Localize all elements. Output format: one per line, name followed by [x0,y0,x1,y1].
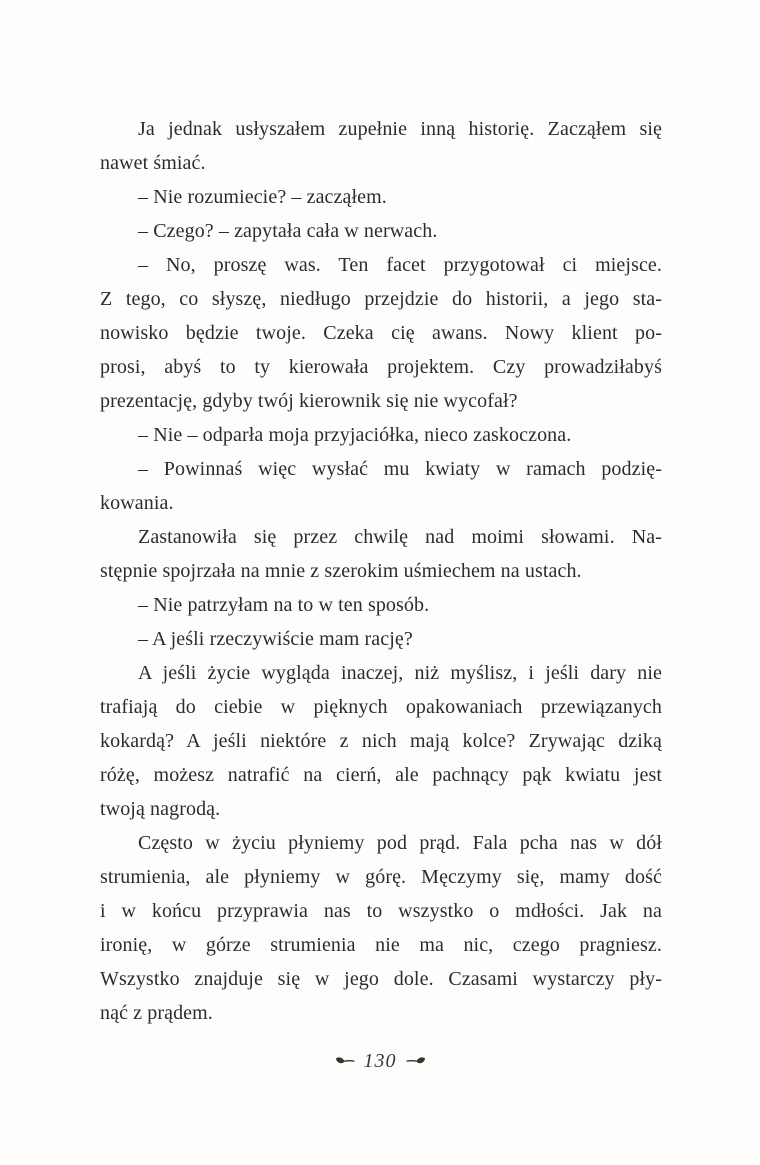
text-line: – Nie – odparła moja przyjaciółka, nieco zaskoczona. [138,424,572,446]
paragraph [100,826,662,1030]
text-line: Wszystko znajduje się w jego dole. Czasami wystarczy pły- [100,968,662,990]
paragraph [100,248,662,418]
text-line: nowisko będzie twoje. Czeka cię awans. Nowy klient po- [100,322,662,344]
paragraph [100,180,662,214]
paragraph [100,520,662,588]
text-line: i w końcu przyprawia nas to wszystko o mdłości. Jak na [100,900,662,922]
text-line: Zastanowiła się przez chwilę nad moimi słowami. Na- [138,526,662,548]
paragraph [100,656,662,826]
paragraph [100,588,662,622]
text-line: – Nie patrzyłam na to w ten sposób. [138,594,430,616]
text-line: Z tego, co słyszę, niedługo przejdzie do historii, a jego sta- [100,288,662,310]
page-number: 130 [363,1050,397,1072]
text-line: kowania. [100,492,174,514]
fleuron-left-icon [335,1056,355,1067]
paragraph [100,418,662,452]
text-line: A jeśli życie wygląda inaczej, niż myślisz, i jeśli dary nie [138,662,662,684]
text-line: Ja jednak usłyszałem zupełnie inną historię. Zacząłem się [138,118,662,140]
text-line: – Powinnaś więc wysłać mu kwiaty w ramach podzię- [138,458,662,480]
text-line: – No, proszę was. Ten facet przygotował ci miejsce. [138,254,662,276]
text-line: stępnie spojrzała na mnie z szerokim uśmiechem na ustach. [100,560,582,582]
text-line: prosi, abyś to ty kierowała projektem. Czy prowadziłabyś [100,356,662,378]
text-line: strumienia, ale płyniemy w górę. Męczymy się, mamy dość [100,866,662,888]
text-line: ironię, w górze strumienia nie ma nic, czego pragniesz. [100,934,662,956]
text-line: prezentację, gdyby twój kierownik się nie wycofał? [100,390,518,412]
text-line: – Czego? – zapytała cała w nerwach. [138,220,438,242]
text-line: twoją nagrodą. [100,798,221,820]
text-line: – A jeśli rzeczywiście mam rację? [138,628,413,650]
paragraph [100,214,662,248]
text-block [100,112,662,1030]
page-footer [0,1050,760,1073]
paragraph [100,452,662,520]
text-line: trafiają do ciebie w pięknych opakowaniach przewiązanych [100,696,662,718]
text-line: nąć z prądem. [100,1002,213,1024]
text-line: – Nie rozumiecie? – zacząłem. [138,186,387,208]
paragraph [100,622,662,656]
text-line: Często w życiu płyniemy pod prąd. Fala pcha nas w dół [138,832,662,854]
text-line: różę, możesz natrafić na cierń, ale pachnący pąk kwiatu jest [100,764,662,786]
text-line: kokardą? A jeśli niektóre z nich mają kolce? Zrywając dziką [100,730,662,752]
paragraph [100,112,662,180]
text-line: nawet śmiać. [100,152,206,174]
fleuron-right-icon [406,1056,426,1067]
